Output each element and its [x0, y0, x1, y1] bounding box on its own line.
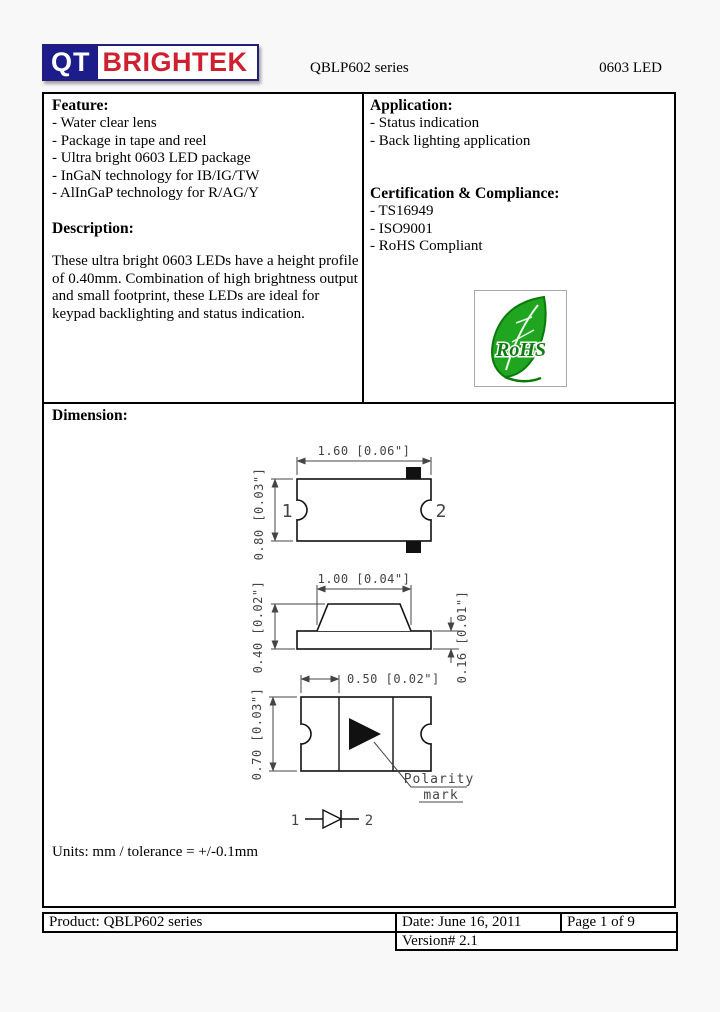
cathode-mark-top	[406, 467, 421, 479]
feature-item: - InGaN technology for IB/IG/TW	[52, 167, 260, 184]
pad-width-label: 0.50 [0.02"]	[347, 672, 440, 686]
polarity-label-line1: Polarity	[403, 772, 475, 787]
bottom-view-height-label: 0.70 [0.03"]	[250, 687, 264, 781]
feature-item: - Water clear lens	[52, 115, 157, 131]
header-series-label: QBLP602 series	[310, 60, 409, 76]
footer	[42, 912, 678, 951]
diode-symbol	[291, 810, 373, 829]
description-text: These ultra bright 0603 LEDs have a height profile of 0.40mm. Combination of high brightness output and small footprint, these LEDs are ideal for keypad backlighting and status indication.	[52, 253, 359, 322]
diode-anode-triangle	[323, 810, 341, 828]
footer-date: Date: June 16, 2011	[397, 914, 562, 931]
package-base-side	[297, 631, 431, 649]
feature-item: - Package in tape and reel	[52, 132, 207, 149]
certification-item: - ISO9001	[370, 220, 433, 237]
brand-logo	[42, 44, 259, 81]
application-item: - Back lighting application	[370, 132, 531, 149]
feature-item: - AlInGaP technology for R/AG/Y	[52, 185, 259, 201]
top-view-height-label: 0.80 [0.03"]	[252, 467, 266, 561]
feature-item: - Ultra bright 0603 LED package	[52, 150, 251, 166]
content-box	[42, 92, 676, 908]
pin2-label: 2	[435, 501, 447, 522]
dimension-title: Dimension:	[52, 407, 128, 424]
top-view-width-label: 1.60 [0.06"]	[317, 444, 411, 458]
feature-title: Feature:	[52, 97, 109, 114]
pin1-label: 1	[281, 501, 293, 522]
footer-row-1	[42, 912, 678, 933]
header-product-label: 0603 LED	[599, 60, 662, 76]
base-height-label: 0.16 [0.01"]	[455, 590, 469, 684]
diode-pin2-label: 2	[364, 813, 374, 829]
footer-product: Product: QBLP602 series	[44, 914, 397, 931]
certification-title: Certification & Compliance:	[370, 185, 560, 202]
certification-item: - RoHS Compliant	[370, 238, 483, 254]
footer-page: Page 1 of 9	[567, 914, 635, 930]
package-height-label: 0.40 [0.02"]	[251, 580, 265, 674]
column-divider	[362, 94, 364, 402]
diode-pin1-label: 1	[290, 813, 300, 829]
rohs-label: RoHS	[495, 339, 547, 361]
application-item: - Status indication	[370, 115, 480, 131]
package-outline-top	[297, 479, 431, 541]
logo-brightek-wordmark: BRIGHTEK	[98, 46, 257, 79]
side-view-drawing	[251, 572, 469, 683]
top-view-drawing	[252, 444, 446, 560]
certification-list	[370, 203, 483, 256]
section-divider	[44, 402, 674, 404]
application-title: Application:	[370, 97, 453, 114]
units-note: Units: mm / tolerance = +/-0.1mm	[52, 844, 259, 860]
lens-width-label: 1.00 [0.04"]	[317, 572, 411, 586]
application-list	[370, 115, 530, 150]
footer-row-2	[42, 933, 678, 951]
lens-profile	[317, 604, 411, 631]
dimension-drawing	[209, 439, 509, 839]
description-title: Description:	[52, 220, 134, 237]
bottom-view-drawing	[250, 672, 474, 803]
certification-item: - TS16949	[370, 203, 434, 219]
rohs-logo	[474, 290, 567, 387]
footer-version: Version# 2.1	[395, 933, 678, 951]
polarity-label-line2: mark	[423, 788, 459, 803]
feature-list	[52, 115, 259, 203]
cathode-mark-bottom	[406, 541, 421, 553]
logo-qt-mark: QT	[44, 46, 98, 79]
